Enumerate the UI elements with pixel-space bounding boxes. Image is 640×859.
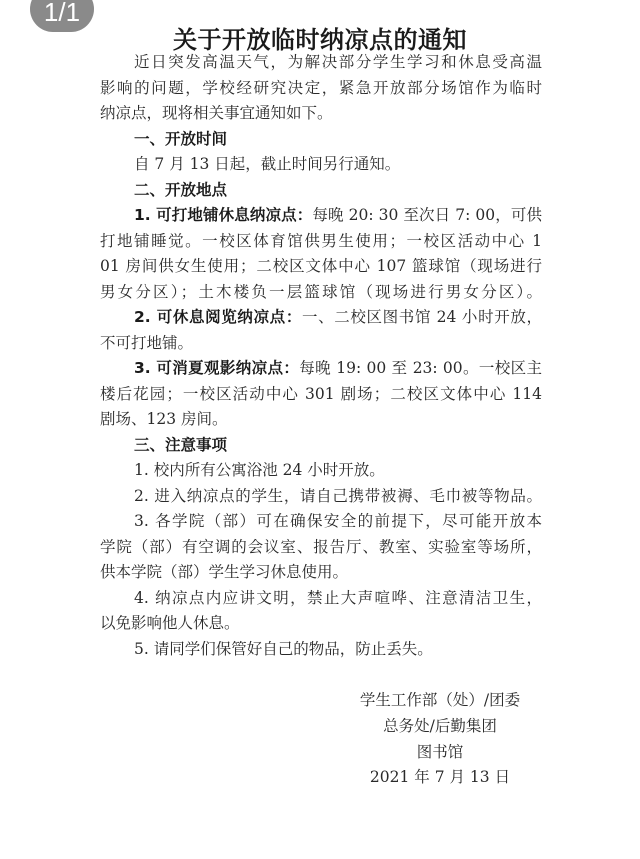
- item-line: 打地铺睡觉。一校区体育馆供男生使用；一校区活动中心 1: [100, 231, 542, 250]
- page-indicator[interactable]: 1/1: [30, 0, 94, 32]
- section-line: 自 7 月 13 日起，截止时间另行通知。: [134, 155, 401, 173]
- note-line: 1. 校内所有公寓浴池 24 小时开放。: [134, 461, 385, 479]
- item-line: 男女分区）；土木楼负一层篮球馆（现场进行男女分区）。: [100, 282, 542, 301]
- document-title: 关于开放临时纳凉点的通知: [173, 26, 467, 54]
- item-text: 每晚 20: 30 至次日 7: 00，可供: [312, 206, 542, 224]
- item-line: 01 房间供女生使用；二校区文体中心 107 篮球馆（现场进行: [100, 257, 542, 275]
- signature-date: 2021 年 7 月 13 日: [369, 768, 511, 787]
- signature-line: 学生工作部（处）/团委: [359, 691, 521, 709]
- item-label: 1. 可打地铺休息纳凉点：: [134, 206, 313, 224]
- item-text: 一、二校区图书馆 24 小时开放，: [301, 308, 542, 326]
- signature-block: [340, 688, 540, 791]
- item-line: 不可打地铺。: [100, 333, 194, 352]
- note-line: 供本学院（部）学生学习休息使用。: [100, 563, 349, 581]
- location-item: [100, 356, 542, 382]
- intro-line: 纳凉点，现将相关事宜通知如下。: [100, 104, 333, 122]
- note-line: 以免影响他人休息。: [100, 614, 240, 632]
- note-line: 3. 各学院（部）可在确保安全的前提下，尽可能开放本: [134, 512, 542, 530]
- note-line: 5. 请同学们保管好自己的物品，防止丢失。: [134, 639, 433, 658]
- item-line: 剧场、123 房间。: [100, 410, 228, 428]
- section-heading: 一、开放时间: [134, 129, 228, 148]
- document-body: [100, 50, 542, 662]
- signature-line: 总务处/后勤集团: [383, 716, 497, 735]
- note-line: 2. 进入纳凉点的学生，请自己携带被褥、毛巾被等物品。: [134, 486, 542, 505]
- section-heading: 二、开放地点: [134, 180, 228, 199]
- signature-line: 图书馆: [416, 742, 464, 761]
- item-line: 楼后花园；一校区活动中心 301 剧场；二校区文体中心 114: [100, 384, 542, 403]
- intro-line: 近日突发高温天气，为解决部分学生学习和休息受高温: [134, 53, 542, 71]
- item-label: 3. 可消夏观影纳凉点：: [134, 359, 300, 377]
- location-item: [100, 305, 542, 331]
- item-label: 2. 可休息阅览纳凉点：: [134, 308, 302, 326]
- note-line: 4. 纳凉点内应讲文明，禁止大声喧哗、注意清洁卫生，: [134, 588, 542, 607]
- note-line: 学院（部）有空调的会议室、报告厅、教室、实验室等场所，: [100, 537, 542, 556]
- location-item: [100, 203, 542, 229]
- item-text: 每晚 19: 00 至 23: 00。一校区主: [299, 359, 542, 377]
- intro-line: 影响的问题，学校经研究决定，紧急开放部分场馆作为临时: [100, 78, 542, 97]
- section-heading: 三、注意事项: [134, 435, 228, 454]
